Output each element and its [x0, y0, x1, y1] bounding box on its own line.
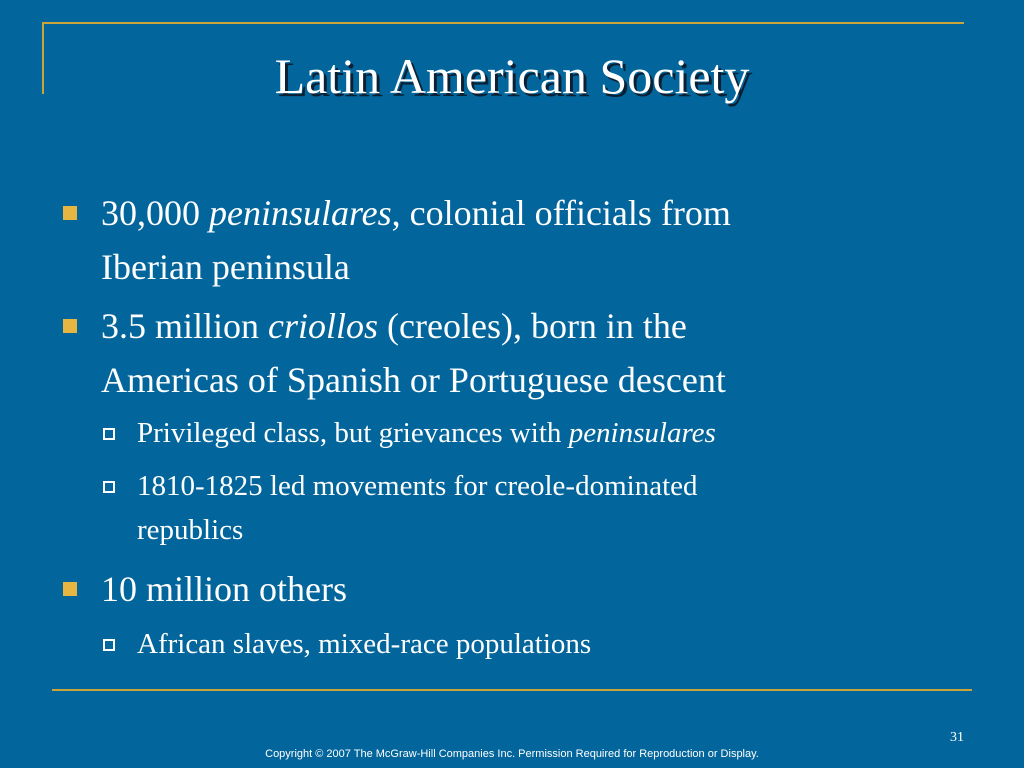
sub-bullet-text: 1810-1825 led movements for creole-dominated — [137, 470, 698, 502]
hollow-square-bullet-icon — [103, 481, 115, 493]
hollow-square-bullet-icon — [103, 639, 115, 651]
sub-bullet-italic-term: peninsulares — [568, 417, 716, 449]
top-rule — [42, 22, 964, 24]
sub-bullet-text: African slaves, mixed-race populations — [137, 628, 592, 660]
bullet-text: , colonial officials from — [391, 193, 731, 233]
bullet-item — [101, 562, 921, 616]
bullet-text: (creoles), born in the — [378, 306, 687, 346]
sub-bullet-text-continued: republics — [137, 514, 244, 546]
square-bullet-icon — [63, 206, 77, 220]
bullet-item — [101, 299, 921, 407]
bullet-italic-term: peninsulares — [209, 193, 392, 233]
bullet-text-continued: Americas of Spanish or Portuguese descent — [101, 360, 726, 400]
bullet-item — [101, 186, 921, 294]
square-bullet-icon — [63, 319, 77, 333]
hollow-square-bullet-icon — [103, 428, 115, 440]
bullet-text: 3.5 million — [101, 306, 269, 346]
sub-bullet-item — [137, 464, 937, 552]
copyright-footer: Copyright © 2007 The McGraw-Hill Companies Inc. Permission Required for Reproduction or Display. — [265, 748, 759, 760]
bullet-text: 10 million others — [101, 569, 347, 609]
bullet-text-continued: Iberian peninsula — [101, 247, 350, 287]
page-number: 31 — [950, 730, 964, 745]
bullet-text: 30,000 — [101, 193, 209, 233]
slide-title: Latin American Society — [274, 48, 750, 104]
square-bullet-icon — [63, 582, 77, 596]
sub-bullet-item — [137, 622, 937, 666]
sub-bullet-item — [137, 411, 937, 455]
bottom-rule — [52, 689, 972, 691]
bullet-italic-term: criollos — [268, 306, 379, 346]
sub-bullet-text: Privileged class, but grievances with — [137, 417, 569, 449]
